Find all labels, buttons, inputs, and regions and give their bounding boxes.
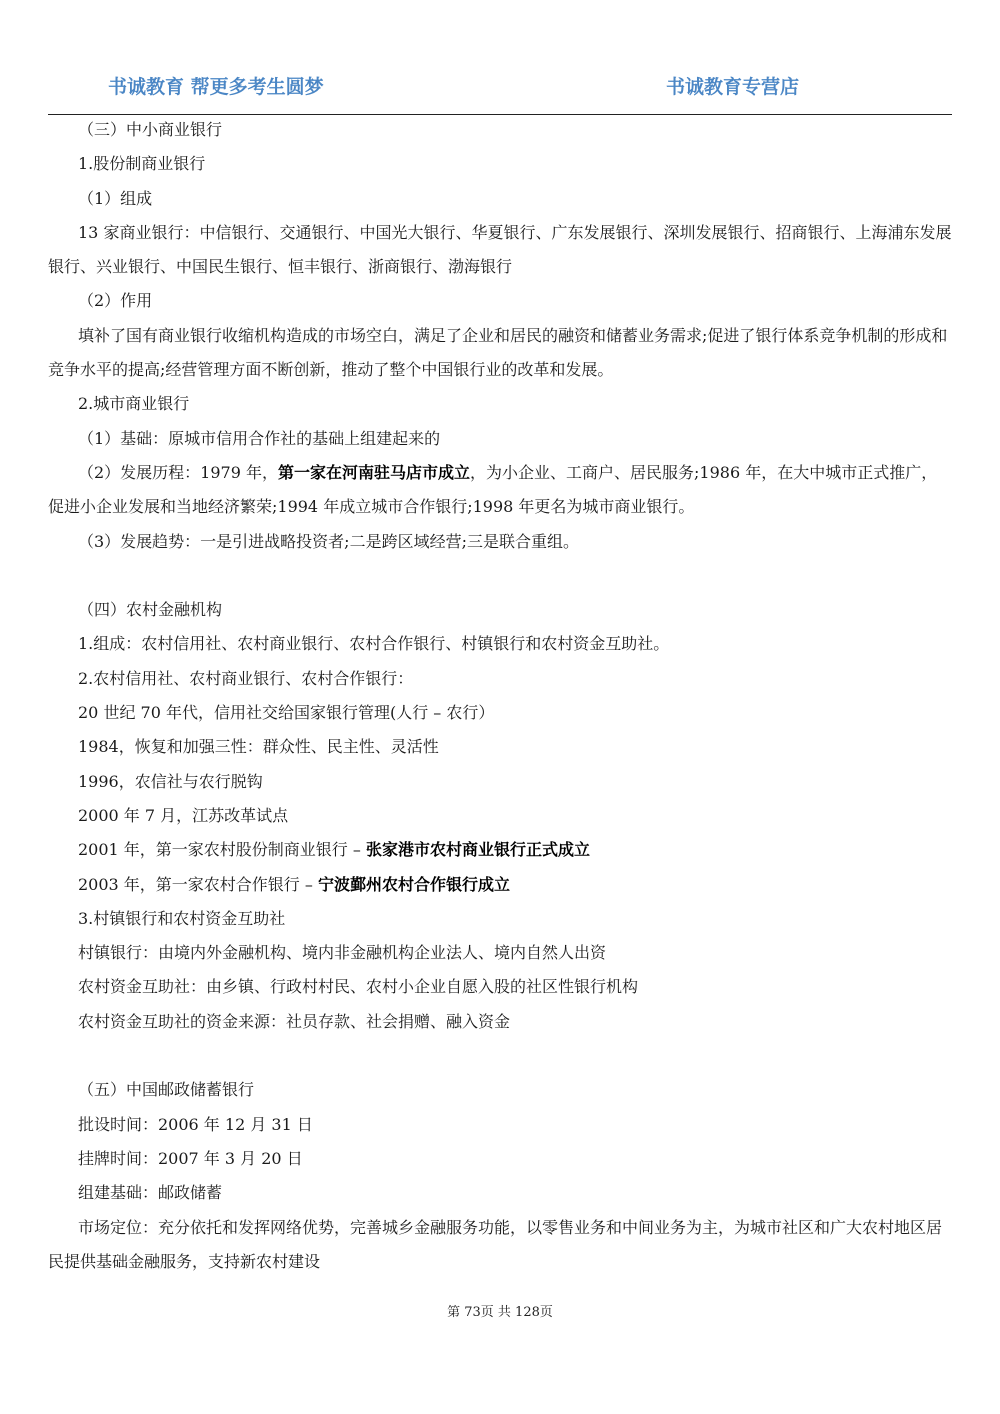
city-bank-basis: （1）基础：原城市信用合作社的基础上组建起来的 (78, 428, 441, 448)
rural-line-1970s: 20 世纪 70 年代，信用社交给国家银行管理(人行 – 农行） (78, 703, 495, 723)
line-2003-pre: 2003 年，第一家农村合作银行 – (78, 874, 318, 894)
rural-line-2000: 2000 年 7 月，江苏改革试点 (78, 805, 289, 825)
section-5-title: （五）中国邮政储蓄银行 (78, 1080, 255, 1100)
postal-listing-date: 挂牌时间：2007 年 3 月 20 日 (78, 1148, 303, 1168)
spacer (48, 1039, 952, 1073)
section-3-title: （三）中小商业银行 (78, 120, 223, 139)
rural-composition: 1.组成：农村信用社、农村商业银行、农村合作银行、村镇银行和农村资金互助社。 (78, 634, 670, 654)
paragraph-role: 填补了国有商业银行收缩机构造成的市场空白，满足了企业和居民的融资和储蓄业务需求;促进了银行体系竞争机制的形成和竞争水平的提高;经营管理方面不断创新，推动了整个中国银行业的改革和发展。 (48, 325, 948, 380)
line-2003-bold: 宁波鄞州农村合作银行成立 (317, 874, 510, 894)
paragraph-bank-list: 13 家商业银行：中信银行、交通银行、中国光大银行、华夏银行、广东发展银行、深圳发展银行、招商银行、上海浦东发展银行、兴业银行、中国民生银行、恒丰银行、浙商银行、渤海银行 (48, 222, 952, 277)
mutual-fund-line: 农村资金互助社：由乡镇、行政村村民、农村小企业自愿入股的社区性银行机构 (78, 977, 639, 997)
line-2001-bold: 张家港市农村商业银行正式成立 (365, 840, 590, 860)
heading-city-banks: 2.城市商业银行 (78, 394, 190, 414)
header-store-name: 书诚教育专营店 (666, 76, 800, 98)
history-text-pre: （2）发展历程：1979 年， (78, 462, 278, 482)
village-bank-line: 村镇银行：由境内外金融机构、境内非金融机构企业法人、境内自然人出资 (78, 943, 607, 963)
subheading-role: （2）作用 (78, 291, 153, 311)
header-slogan: 书诚教育 帮更多考生圆梦 (108, 76, 324, 98)
subheading-composition: （1）组成 (78, 188, 153, 208)
rural-line-1984: 1984，恢复和加强三性：群众性、民主性、灵活性 (78, 737, 439, 757)
spacer (48, 559, 952, 593)
section-4-title: （四）农村金融机构 (78, 600, 223, 620)
mutual-fund-source-line: 农村资金互助社的资金来源：社员存款、社会捐赠、融入资金 (78, 1011, 511, 1031)
rural-line-2003 (48, 868, 952, 902)
paragraph-city-bank-history (48, 456, 952, 525)
line-2001-pre: 2001 年，第一家农村股份制商业银行 – (78, 840, 366, 860)
postal-approval-date: 批设时间：2006 年 12 月 31 日 (78, 1114, 313, 1134)
heading-joint-stock-banks: 1.股份制商业银行 (78, 154, 206, 174)
rural-line-2001 (48, 833, 952, 867)
city-bank-trend: （3）发展趋势：一是引进战略投资者;二是跨区域经营;三是联合重组。 (78, 531, 579, 551)
page-content (48, 113, 952, 1279)
rural-line-1996: 1996，农信社与农行脱钩 (78, 771, 263, 791)
page-footer: 第 73页 共 128页 (447, 1305, 553, 1320)
page-header (48, 72, 952, 115)
postal-basis: 组建基础：邮政储蓄 (78, 1183, 223, 1203)
rural-heading-3: 3.村镇银行和农村资金互助社 (78, 908, 286, 928)
history-text-bold: 第一家在河南驻马店市成立 (278, 462, 471, 482)
rural-heading-2: 2.农村信用社、农村商业银行、农村合作银行： (78, 668, 414, 688)
history-text-post: ，为小企业、工商户、居民服务;1986 年，在大中城市正式推广，促进小企业发展和当地经济繁荣;1994 年成立城市合作银行;1998 年更名为城市商业银行。 (48, 462, 938, 517)
paragraph-postal-positioning: 市场定位：充分依托和发挥网络优势，完善城乡金融服务功能，以零售业务和中间业务为主，为城市社区和广大农村地区居民提供基础金融服务，支持新农村建设 (48, 1217, 943, 1271)
